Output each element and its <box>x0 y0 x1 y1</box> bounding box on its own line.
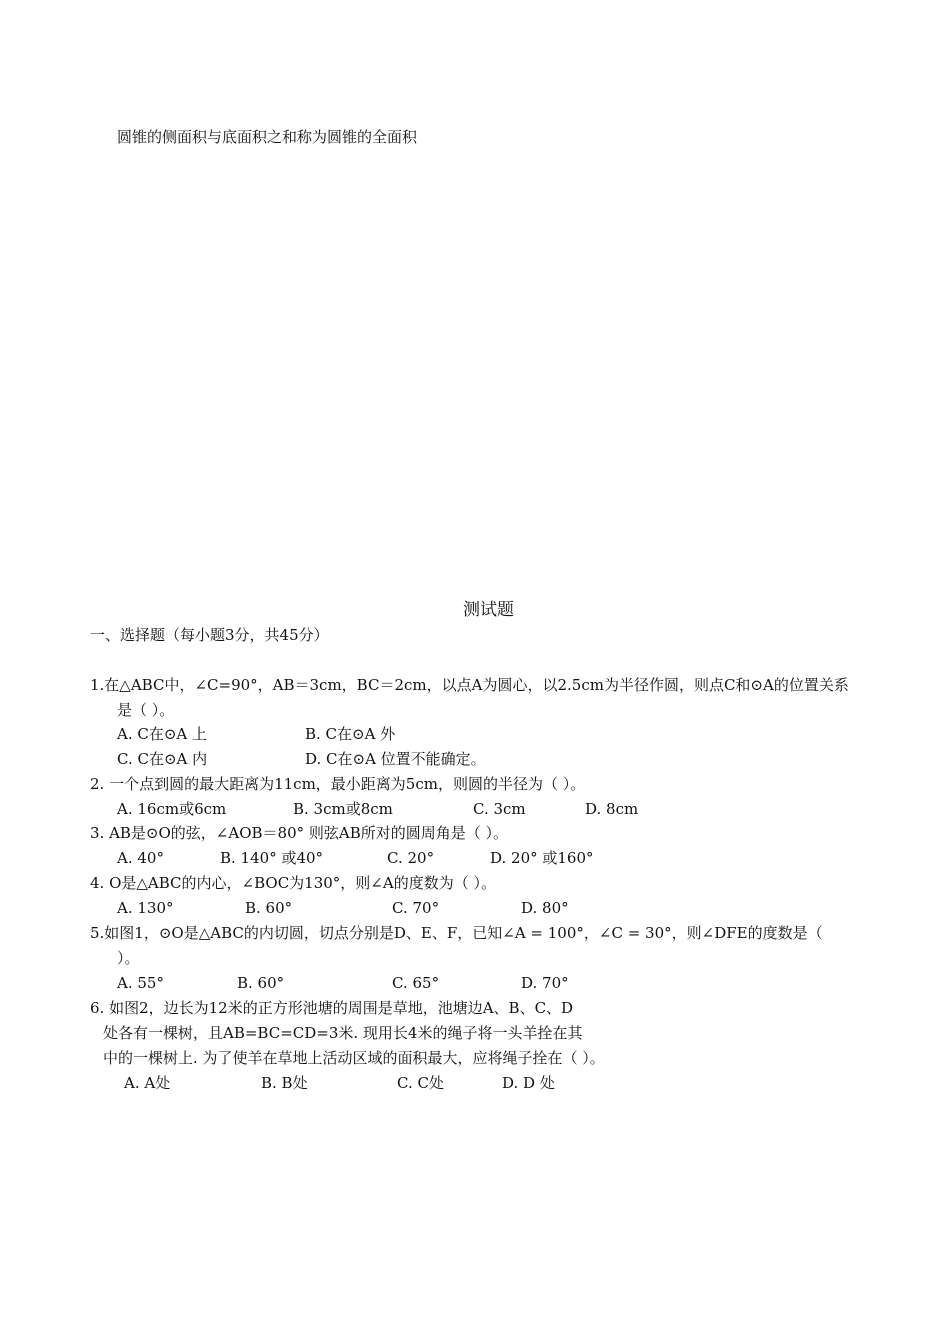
question-2-option-d: D. 8cm <box>585 800 639 818</box>
question-1-option-b: B. C在⊙A 外 <box>305 725 396 743</box>
question-5-option-d: D. 70° <box>521 974 569 992</box>
question-4-text: 4. O是△ABC的内心，∠BOC为130°，则∠A的度数为（ ）。 <box>90 874 496 892</box>
question-5-option-c: C. 65° <box>392 974 440 992</box>
question-6-option-c: C. C处 <box>397 1074 444 1092</box>
question-3-option-b: B. 140° 或40° <box>220 849 324 867</box>
section-heading: 一、选择题（每小题3分，共45分） <box>90 626 329 644</box>
question-3-option-d: D. 20° 或160° <box>490 849 594 867</box>
question-3-option-a: A. 40° <box>117 849 164 867</box>
question-2-text: 2. 一个点到圆的最大距离为11cm，最小距离为5cm，则圆的半径为（ ）。 <box>90 775 586 793</box>
question-1-text: 1.在△ABC中，∠C=90°，AB＝3cm，BC＝2cm，以点A为圆心，以2.5cm为半径作圆，则点C和⊙A的位置关系 <box>90 676 849 694</box>
question-3-text: 3. AB是⊙O的弦，∠AOB＝80° 则弦AB所对的圆周角是（ ）。 <box>90 824 509 842</box>
question-2-option-b: B. 3cm或8cm <box>293 800 393 818</box>
question-6-text-cont-1: 处各有一棵树，且AB=BC=CD=3米. 现用长4米的绳子将一头羊拴在其 <box>103 1024 583 1042</box>
test-title: 测试题 <box>463 600 514 620</box>
question-4-option-c: C. 70° <box>392 899 440 917</box>
question-6-option-b: B. B处 <box>261 1074 308 1092</box>
question-5-option-a: A. 55° <box>117 974 164 992</box>
question-2-option-a: A. 16cm或6cm <box>117 800 227 818</box>
question-1-option-a: A. C在⊙A 上 <box>117 725 208 743</box>
intro-text: 圆锥的侧面积与底面积之和称为圆锥的全面积 <box>117 128 418 146</box>
question-1-text-cont: 是（ ）。 <box>117 701 175 719</box>
question-5-option-b: B. 60° <box>237 974 285 992</box>
question-6-option-a: A. A处 <box>124 1074 171 1092</box>
question-4-option-d: D. 80° <box>521 899 569 917</box>
question-4-option-b: B. 60° <box>245 899 293 917</box>
question-4-option-a: A. 130° <box>117 899 174 917</box>
question-6-option-d: D. D 处 <box>502 1074 555 1092</box>
question-3-option-c: C. 20° <box>387 849 435 867</box>
question-1-option-d: D. C在⊙A 位置不能确定。 <box>305 750 486 768</box>
question-5-text: 5.如图1，⊙O是△ABC的内切圆，切点分别是D、E、F，已知∠A = 100°，∠C = 30°，则∠DFE的度数是（ <box>90 924 823 942</box>
question-2-option-c: C. 3cm <box>473 800 526 818</box>
question-6-text-cont-2: 中的一棵树上. 为了使羊在草地上活动区域的面积最大，应将绳子拴在（ ）。 <box>103 1049 605 1067</box>
question-5-text-cont: ）。 <box>117 949 140 967</box>
question-1-option-c: C. C在⊙A 内 <box>117 750 208 768</box>
question-6-text: 6. 如图2，边长为12米的正方形池塘的周围是草地，池塘边A、B、C、D <box>90 999 574 1017</box>
